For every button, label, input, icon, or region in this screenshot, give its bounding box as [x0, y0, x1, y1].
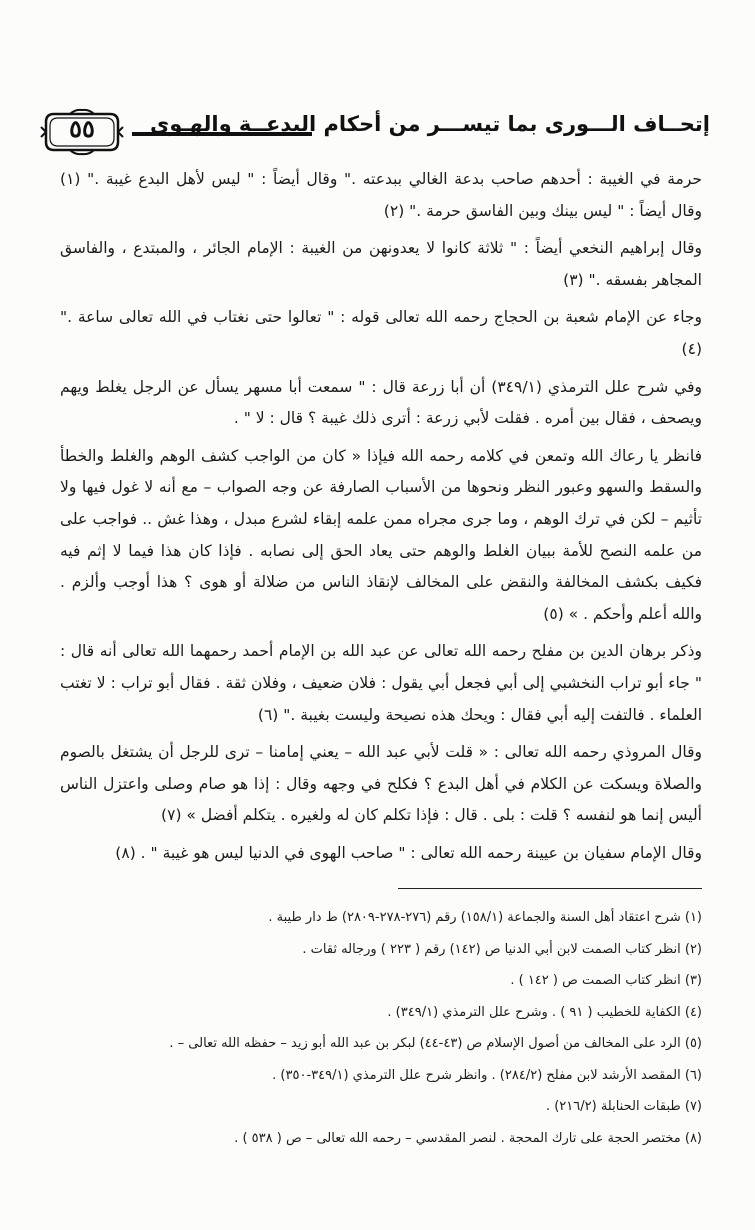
- paragraph: وقال إبراهيم النخعي أيضاً : " ثلاثة كانوا لا يعدونهن من الغيبة : الإمام الجائر ، والمبتدع ، والفاسق المجاهر بفسقه ." (٣): [60, 239, 702, 289]
- paragraph: فانظر يا رعاك الله وتمعن في كلامه رحمه الله فيإذا « كان من الواجب كشف الوهم والغلط والخطأ والسقط والسهو وعبور النظر ونحوها من الأسباب الصارفة عن وجه الصواب – مع أنه لا غول فيها ولا تأثيم – لكن في ترك الوهم ، وما جرى مجراه ممن علمه إبقاء لشرع مبدل ، وهذا غش .. فواجب على من علمه النصح للأمة ببيان الغلط والوهم حتى يعاد الحق إلى نصابه . فإذا كان هذا فيما لا إثم فيه فكيف بكشف المخالفة والنقض على المخالف لإنقاذ الناس من ضلالة أو هوى ؟ هذا أوجب وألزم . والله أعلم وأحكم . » (٥): [60, 446, 702, 623]
- footnote: (٦) المقصد الأرشد لابن مفلح (٢٨٤/٢) . وانظر شرح علل الترمذي (٣٤٩/١-٣٥٠) .: [272, 1067, 702, 1083]
- paragraph: وقال المروذي رحمه الله تعالى : « قلت لأبي عبد الله – يعني إمامنا – ترى للرجل أن يشتغل بالصوم والصلاة ويسكت عن الكلام في أهل البدع ؟ فكلح في وجهه وقال : إذا هو صام وصلى واعتزل الناس أليس إنما هو لنفسه ؟ قلت : بلى . قال : فإذا تكلم كان له ولغيره . يتكلم أفضل » (٧): [60, 743, 702, 825]
- paragraph: حرمة في الغيبة : أحدهم صاحب بدعة الغالي ببدعته ." وقال أيضاً : " ليس لأهل البدع غيبة ." (١) وقال أيضاً : " ليس بينك وبين الفاسق حرمة ." (٢): [60, 170, 702, 220]
- footnote: (٣) انظر كتاب الصمت ص ( ١٤٢ ) .: [510, 973, 702, 988]
- paragraph: وجاء عن الإمام شعبة بن الحجاج رحمه الله تعالى قوله : " تعالوا حتى نغتاب في الله تعالى ساعة ." (٤): [60, 308, 702, 358]
- footnote: (١) شرح اعتقاد أهل السنة والجماعة (١٥٨/١) رقم (٢٧٦-٢٧٨-٢٨٠٩) ط دار طيبة .: [268, 910, 702, 925]
- footnotes: [60, 902, 702, 1154]
- footnote: (٧) طبقات الحنابلة (٢١٦/٢) .: [545, 1099, 702, 1114]
- paragraph: وقال الإمام سفيان بن عيينة رحمه الله تعالى : " صاحب الهوى في الدنيا ليس هو غيبة " . (٨): [115, 843, 702, 862]
- page-number: ٥٥: [69, 114, 95, 143]
- footnote: (٥) الرد على المخالف من أصول الإسلام ص (٤٣-٤٤) لبكر بن عبد الله أبو زيد – حفظه الله تعالى – .: [169, 1036, 702, 1051]
- page-header: [40, 108, 710, 156]
- page-number-badge: [40, 108, 124, 156]
- footnote: (٤) الكفاية للخطيب ( ٩١ ) . وشرح علل الترمذي (٣٤٩/١) .: [387, 1004, 702, 1020]
- running-title: إتحــاف الـــورى بما تيســـر من أحكام البدعــة والهـوى: [150, 112, 710, 136]
- footnote-separator: [398, 888, 702, 889]
- paragraph: وفي شرح علل الترمذي (٣٤٩/١) أن أبا زرعة قال : " سمعت أبا مسهر يسأل عن الرجل يغلط ويهم ويصحف ، فقال بين أمره . فقلت لأبي زرعة : أترى ذلك غيبة ؟ قال : لا " .: [60, 377, 702, 428]
- footnote: (٢) انظر كتاب الصمت لابن أبي الدنيا ص (١٤٢) رقم ( ٢٢٣ ) ورجاله ثقات .: [302, 941, 702, 957]
- paragraph: وذكر برهان الدين بن مفلح رحمه الله تعالى عن عبد الله بن الإمام أحمد رحمهما الله تعالى أنه قال : " جاء أبو تراب النخشبي إلى أبي فجعل أبي يقول : فلان ضعيف ، وفلان ثقة . فقال أبو تراب : لا تغتب العلماء . فالتفت إليه أبي فقال : ويحك هذه نصيحة وليست بغيبة ." (٦): [60, 642, 702, 724]
- body-text: [60, 164, 702, 875]
- footnote: (٨) مختصر الحجة على تارك المحجة . لنصر المقدسي – رحمه الله تعالى – ص ( ٥٣٨ ) .: [234, 1130, 702, 1146]
